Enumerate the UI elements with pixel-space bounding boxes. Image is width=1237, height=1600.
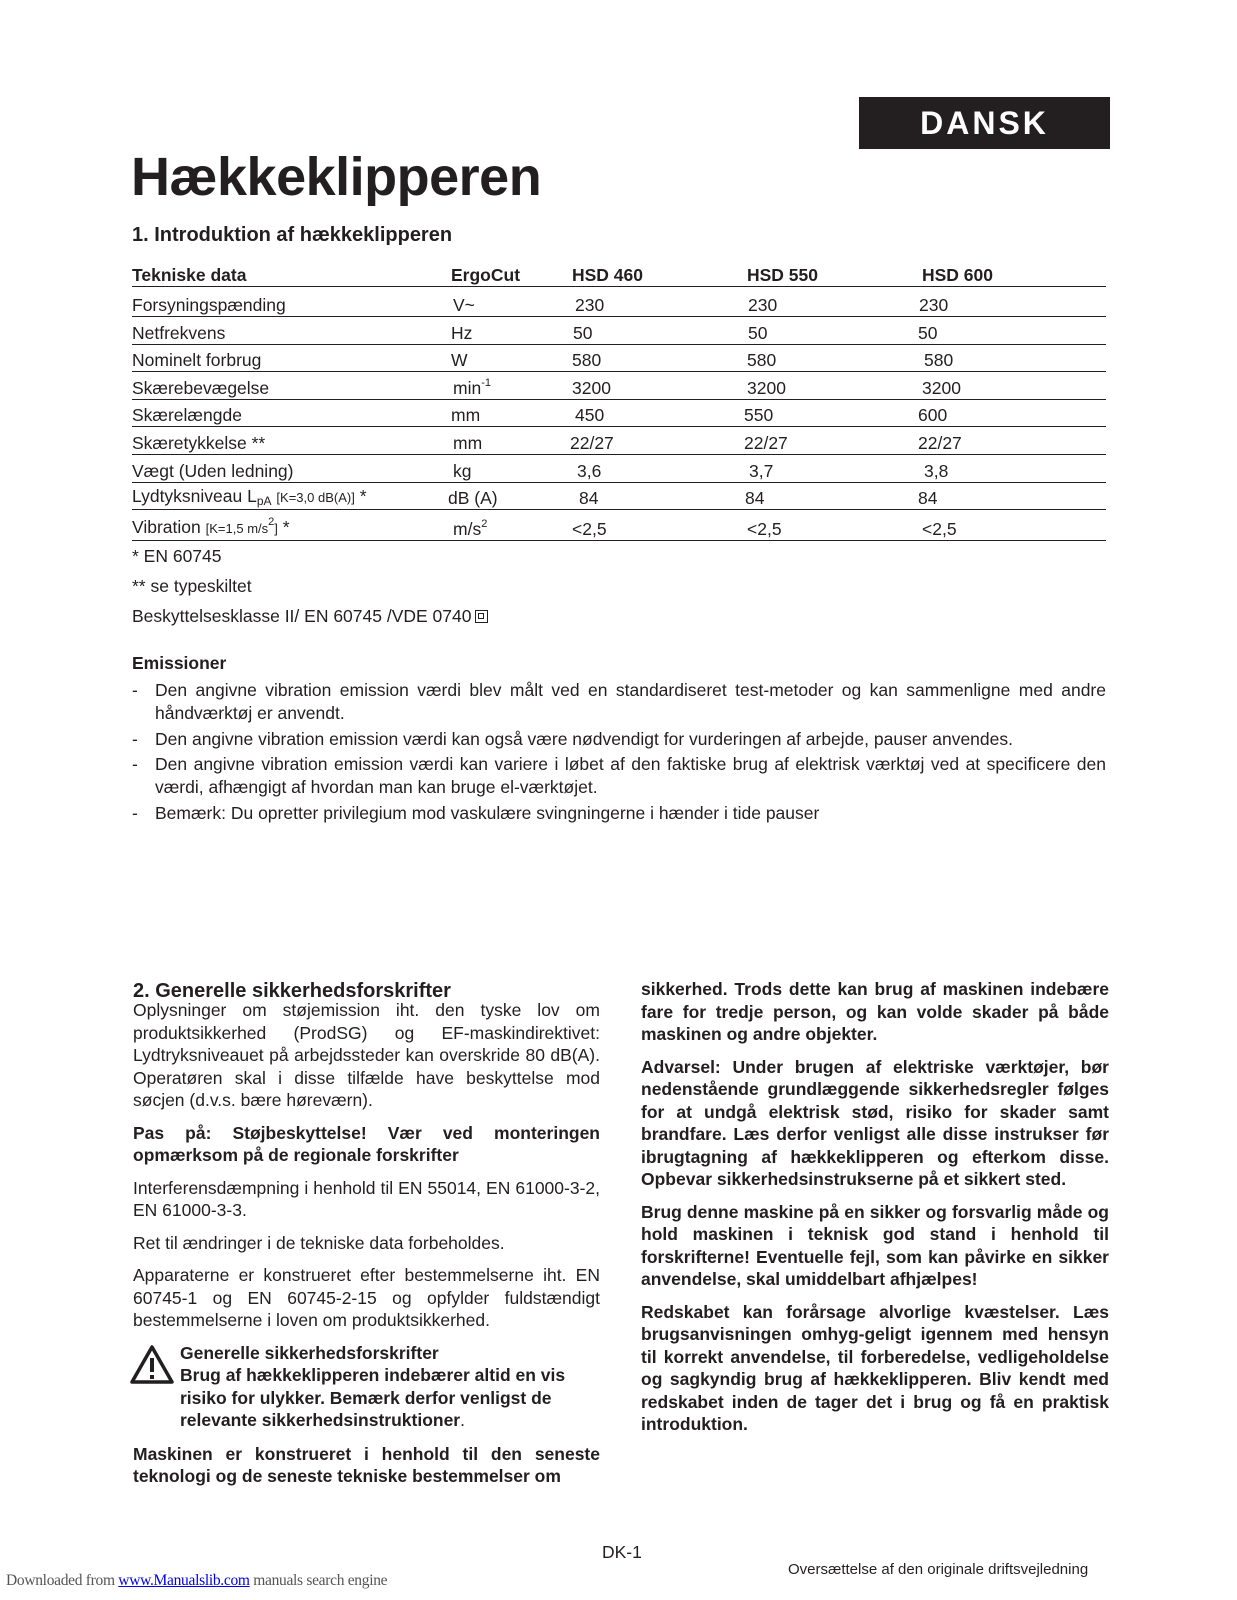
column-header: HSD 460 [572,265,644,285]
row-value: 550 [744,405,774,426]
table-row [132,372,1106,400]
row-value: 50 [918,322,938,343]
row-value: 580 [747,350,777,371]
safety-warning-block [133,1342,600,1432]
table-row [132,345,1106,373]
row-value: 22/27 [570,432,614,453]
row-value: <2,5 [572,519,607,540]
table-row [132,317,1106,345]
table-row [132,400,1106,428]
row-value: 84 [918,488,938,509]
row-unit: $\min^{-1}$ [453,376,491,398]
footnote-standard: * EN 60745 [132,546,222,566]
row-value: 22/27 [918,432,962,453]
row-value: 230 [575,295,605,315]
table-header-row [132,260,1106,287]
warning-title: Generelle sikkerhedsforskrifter [180,1342,439,1363]
row-unit: mm [453,432,483,453]
protection-class-ii-icon [475,610,488,623]
row-unit: W [451,350,468,371]
row-value: 3200 [747,377,786,398]
row-value: 450 [575,405,605,426]
row-unit: kg [453,460,472,481]
row-value: 3,8 [924,460,949,481]
row-value: 230 [919,295,949,315]
warning-text: Brug af hækkeklipperen indebærer altid en vis risiko for ulykker. Bemærk derfor venligst de relevante sikkerhedsinstruktioner. [180,1365,566,1430]
column-header: ErgoCut [451,265,521,285]
row-label: Nominelt forbrug [132,350,262,371]
table-row [132,510,1106,541]
row-value: 600 [918,405,948,426]
warning-triangle-icon [129,1344,175,1386]
row-value: 580 [572,350,602,371]
changes-reserved-paragraph: Ret til ændringer i de tekniske data forbeholdes. [133,1232,505,1253]
column-header: HSD 600 [922,265,994,285]
electrical-warning-paragraph: Advarsel: Under brugen af elektriske værktøjer, bør nedenstående grundlæggende sikkerhedsregler følges for at undgå elektrisk stød, risiko for skader samt brandfare. Læs derfor venligst alle disse instrukser før ibrugtagning af hækkeklipperen og efterkom disse. Opbevar sikkerhedsinstrukserne på et sikkert sted. [641,1056,1109,1189]
list-item: - Den angivne vibration emission værdi kan også være nødvendigt for vurderingen af arbejde, pauser anvendes. [132,728,1106,751]
row-label: Netfrekvens [132,322,226,343]
manualslib-link[interactable]: www.Manualslib.com [118,1572,250,1589]
table-row [132,455,1106,483]
row-value: 84 [745,488,765,509]
left-column [133,999,600,1498]
machine-construction-paragraph: Maskinen er konstrueret i henhold til den seneste teknologi og de seneste tekniske bestemmelser om [133,1443,600,1486]
row-value: 3200 [572,377,611,398]
row-value: 50 [748,322,768,343]
row-label: Skærebevægelse [132,377,270,398]
row-value: 84 [579,488,599,509]
section-1-heading: 1. Introduktion af hækkeklipperen [132,224,453,246]
emissions-list [132,679,1106,827]
translation-note: Oversættelse af den originale driftsvejledning [788,1561,1089,1578]
protection-class-note: Beskyttelsesklasse II/ EN 60745 /VDE 0740 [132,606,488,627]
list-item: - Bemærk: Du opretter privilegium mod vaskulære svingningerne i hænder i tide pauser [132,802,1106,825]
section-2-heading: 2. Generelle sikkerhedsforskrifter [133,980,451,1002]
list-item: - Den angivne vibration emission værdi kan variere i løbet af den faktiske brug af elektrisk værktøj ved at specificere den værdi, afhængigt af hvordan man kan bruge el-værktøjet. [132,753,1106,799]
row-unit: mm [451,405,481,426]
row-value: <2,5 [747,519,782,540]
row-value: 3,7 [749,460,774,481]
table-row [132,483,1106,511]
row-label: Vibration [K=1,5 $m/s^2$] * [132,516,290,538]
right-column [641,978,1109,1446]
row-value: <2,5 [922,519,957,540]
injury-warning-paragraph: Redskabet kan forårsage alvorlige kvæstelser. Læs brugsanvisningen omhyg-geligt igennem med hensyn til korrekt anvendelse, til forberedelse, vedligeholdelse og sagkyndig brug af hækkeklipperen. Bliv kendt med redskabet inden de tager det i brug og få en praktisk introduktion. [641,1301,1109,1434]
row-label: Skæretykkelse ** [132,432,266,453]
footnote-type-plate: ** se typeskiltet [132,576,252,596]
list-item: - Den angivne vibration emission værdi blev målt ved en standardiseret test-metoder og kan sammenligne med andre håndværktøj er anvendt. [132,679,1106,725]
column-header: HSD 550 [747,265,819,285]
row-label: Skærelængde [132,405,242,426]
compliance-paragraph: Apparaterne er konstrueret efter bestemmelserne iht. EN 60745-1 og EN 60745-2-15 og opfylder fuldstændigt bestemmelserne i loven om produktsikkerhed. [133,1265,600,1330]
row-unit: Hz [451,322,473,343]
safe-use-paragraph: Brug denne maskine på en sikker og forsvarlig måde og hold maskinen i teknisk god stand i henhold til forskrifterne! Eventuelle fejl, som kan påvirke en sikker anvendelse, skal umiddelbart afhjælpes! [641,1201,1109,1289]
row-value: 3200 [922,377,961,398]
row-value: 3,6 [577,460,602,481]
emissions-heading: Emissioner [132,653,227,673]
row-label: Lydtyksniveau $L_{pA}$ [K=3,0 dB(A)] * [132,486,367,509]
row-value: 22/27 [744,432,788,453]
language-badge: DANSK [859,97,1110,149]
safety-continuation-paragraph: sikkerhed. Trods dette kan brug af maskinen indebære fare for tredje person, og kan volde skader på både maskinen og andre objekter. [641,979,1109,1044]
table-row [132,427,1106,455]
noise-emission-paragraph: Oplysninger om støjemission iht. den tyske lov om produktsikkerhed (ProdSG) og EF-maskindirektivet: Lydtryksniveauet på arbejdssteder kan overskride 80 dB(A). Operatøren skal i disse tilfælde have beskyttelse mod søcjen (d.v.s. bære høreværn). [133,1000,600,1110]
row-value: 580 [924,350,954,371]
row-value: 230 [748,295,778,315]
technical-data-table [132,260,1106,541]
row-label: Forsyningspænding [132,295,286,315]
column-header: Tekniske data [132,265,247,285]
row-unit: dB (A) [448,488,498,509]
row-unit: V~ [453,295,475,315]
row-unit: $m/s^2$ [453,518,488,540]
table-row [132,287,1106,317]
row-value: 50 [573,322,593,343]
interference-paragraph: Interferensdæmpning i henhold til EN 55014, EN 61000-3-2, EN 61000-3-3. [133,1177,600,1220]
page-title: Hækkeklipperen [131,147,542,207]
download-watermark: Downloaded from www.Manualslib.com manuals search engine [6,1572,388,1589]
row-label: Vægt (Uden ledning) [132,460,294,481]
page-number: DK-1 [602,1542,642,1562]
noise-protection-warning: Pas på: Støjbeskyttelse! Vær ved monteringen opmærksom på de regionale forskrifter [133,1122,600,1165]
